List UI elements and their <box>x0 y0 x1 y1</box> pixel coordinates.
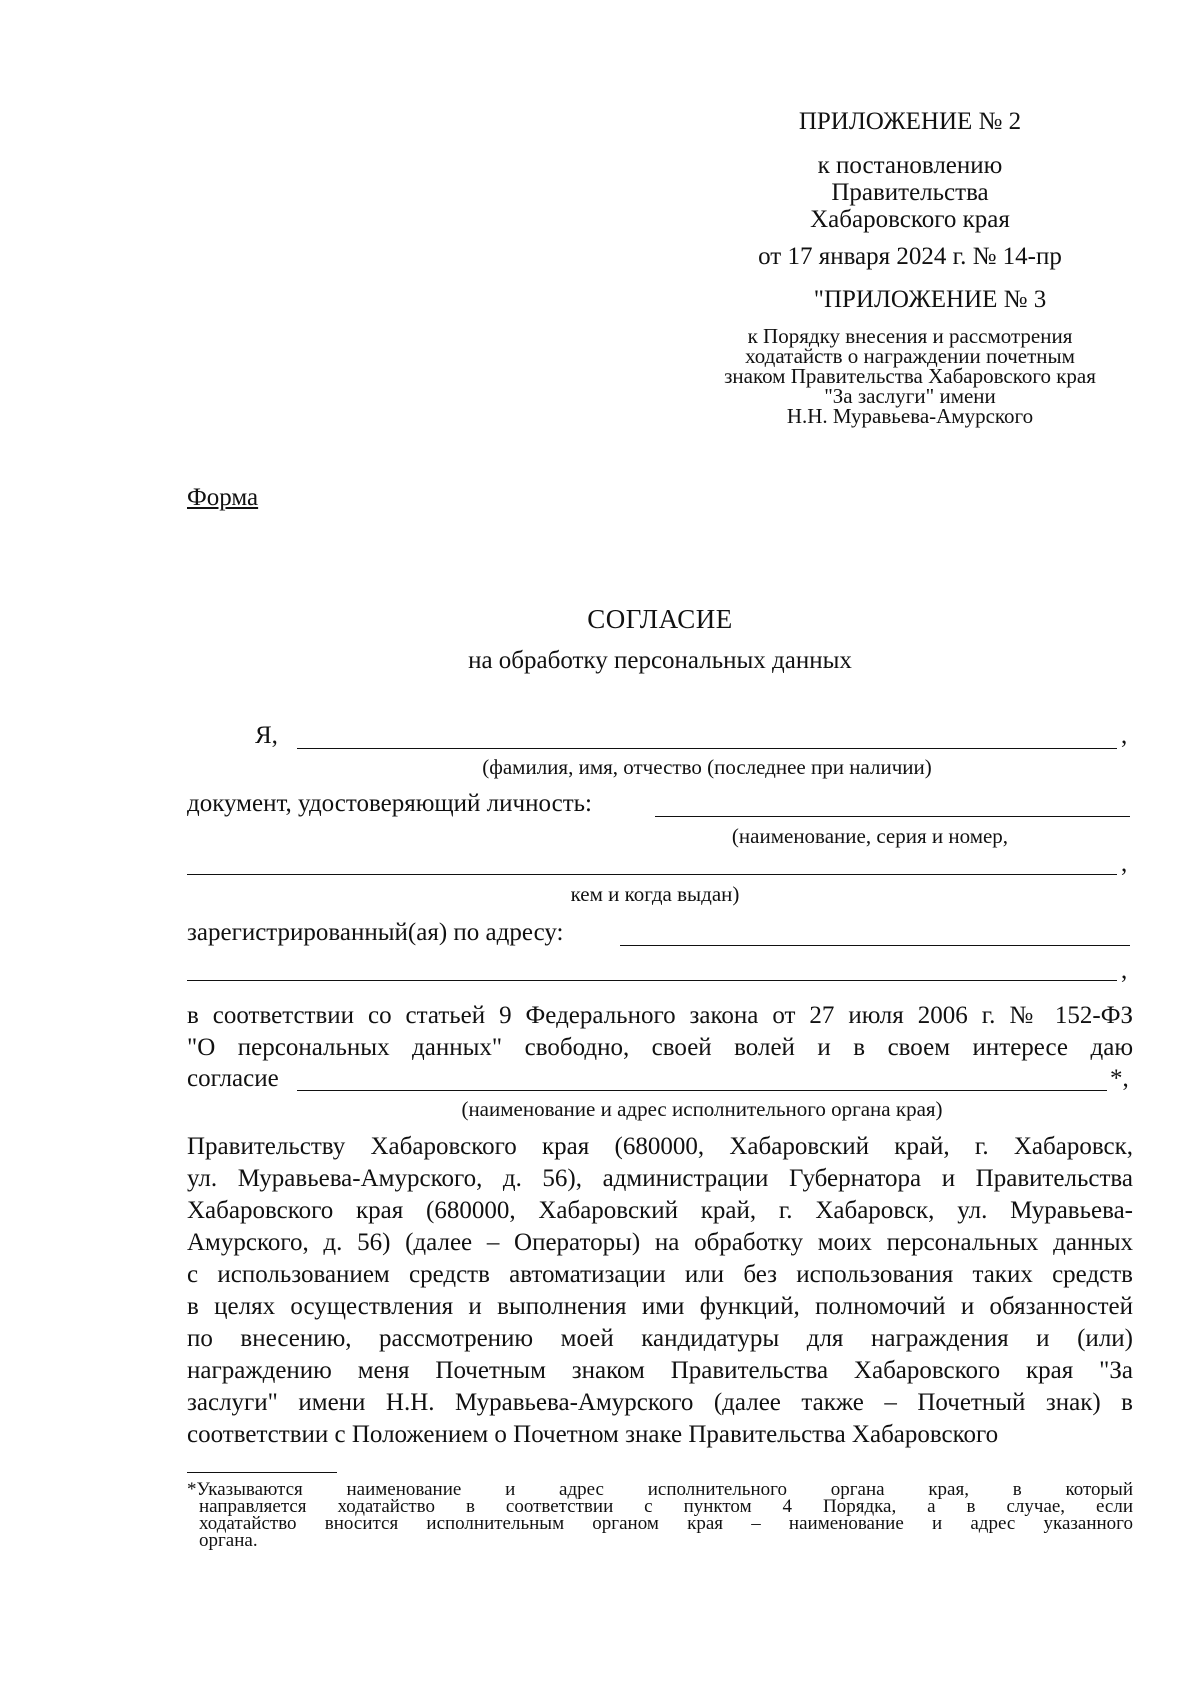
law-line: "О персональных данных" свободно, своей волей и в своем интересе даю <box>187 1034 1133 1061</box>
document-hint-1: (наименование, серия и номер, <box>731 824 1009 848</box>
footnote-line: *Указываются наименование и адрес исполнительного органа края, в который <box>187 1479 1133 1500</box>
document-comma: , <box>1121 850 1128 877</box>
body-line: Амурского, д. 56) (далее – Операторы) на обработку моих персональных данных <box>187 1229 1133 1256</box>
address-field-2[interactable] <box>187 952 1117 981</box>
form-label: Форма <box>187 484 259 511</box>
document-label: документ, удостоверяющий личность: <box>187 790 592 817</box>
fio-comma: , <box>1121 722 1128 749</box>
law-paragraph <box>187 1000 1133 1064</box>
body-line: соответствии с Положением о Почетном знаке Правительства Хабаровского <box>187 1421 999 1448</box>
inner-line-2: ходатайств о награждении почетным <box>745 344 1075 368</box>
body-line: ул. Муравьева-Амурского, д. 56), администрации Губернатора и Правительства <box>187 1165 1133 1192</box>
footnote-line: ходатайство вносится исполнительным органом края – наименование и адрес указанного <box>199 1513 1133 1534</box>
resolution-line-1: к постановлению <box>817 152 1003 179</box>
organ-hint: (наименование и адрес исполнительного органа края) <box>461 1097 943 1121</box>
footnote-line: органа. <box>199 1530 258 1551</box>
document-title: СОГЛАСИЕ <box>587 604 733 634</box>
inner-line-3: знаком Правительства Хабаровского края <box>724 364 1096 388</box>
resolution-date-number: от 17 января 2024 г. № 14-пр <box>758 243 1062 270</box>
law-line: в соответствии со статьей 9 Федерального закона от 27 июля 2006 г. № 152-ФЗ <box>187 1002 1133 1029</box>
document-field-2[interactable] <box>187 846 1117 875</box>
organ-field[interactable] <box>297 1062 1107 1091</box>
footnote-divider <box>187 1472 337 1473</box>
resolution-line-2: Правительства <box>831 179 989 206</box>
inner-line-5: Н.Н. Муравьева-Амурского <box>786 404 1034 428</box>
address-field[interactable] <box>620 917 1130 946</box>
footnote-line: направляется ходатайство в соответствии с пунктом 4 Порядка, а в случае, если <box>199 1496 1133 1517</box>
consent-tail: *, <box>1110 1065 1129 1092</box>
body-line: с использованием средств автоматизации или без использования таких средств <box>187 1261 1133 1288</box>
inner-line-1: к Порядку внесения и рассмотрения <box>747 324 1073 348</box>
body-line: заслуги" имени Н.Н. Муравьева-Амурского (далее также – Почетный знак) в <box>187 1389 1133 1416</box>
resolution-line-3: Хабаровского края <box>810 206 1010 233</box>
fio-hint: (фамилия, имя, отчество (последнее при наличии) <box>482 755 932 779</box>
document-field[interactable] <box>655 788 1130 817</box>
body-line: Правительству Хабаровского края (680000, Хабаровский край, г. Хабаровск, <box>187 1133 1133 1160</box>
body-paragraph <box>187 1131 1133 1451</box>
body-line: награждению меня Почетным знаком Правительства Хабаровского края "За <box>187 1357 1133 1384</box>
i-label: Я, <box>255 722 278 749</box>
document-hint-2: кем и когда выдан) <box>570 882 740 906</box>
body-line: Хабаровского края (680000, Хабаровский край, г. Хабаровск, ул. Муравьева- <box>187 1197 1133 1224</box>
consent-word: согласие <box>187 1065 279 1092</box>
body-line: по внесению, рассмотрению моей кандидатуры для награждения и (или) <box>187 1325 1133 1352</box>
appendix-title: ПРИЛОЖЕНИЕ № 2 <box>798 108 1022 135</box>
body-line: в целях осуществления и выполнения ими функций, полномочий и обязанностей <box>187 1293 1133 1320</box>
inner-line-4: "За заслуги" имени <box>824 384 996 408</box>
address-label: зарегистрированный(ая) по адресу: <box>187 919 564 946</box>
inner-appendix-title: "ПРИЛОЖЕНИЕ № 3 <box>813 286 1047 313</box>
footnote <box>187 1481 1133 1549</box>
address-comma: , <box>1121 957 1128 984</box>
document-subtitle: на обработку персональных данных <box>468 647 852 674</box>
fio-field[interactable] <box>297 720 1117 749</box>
